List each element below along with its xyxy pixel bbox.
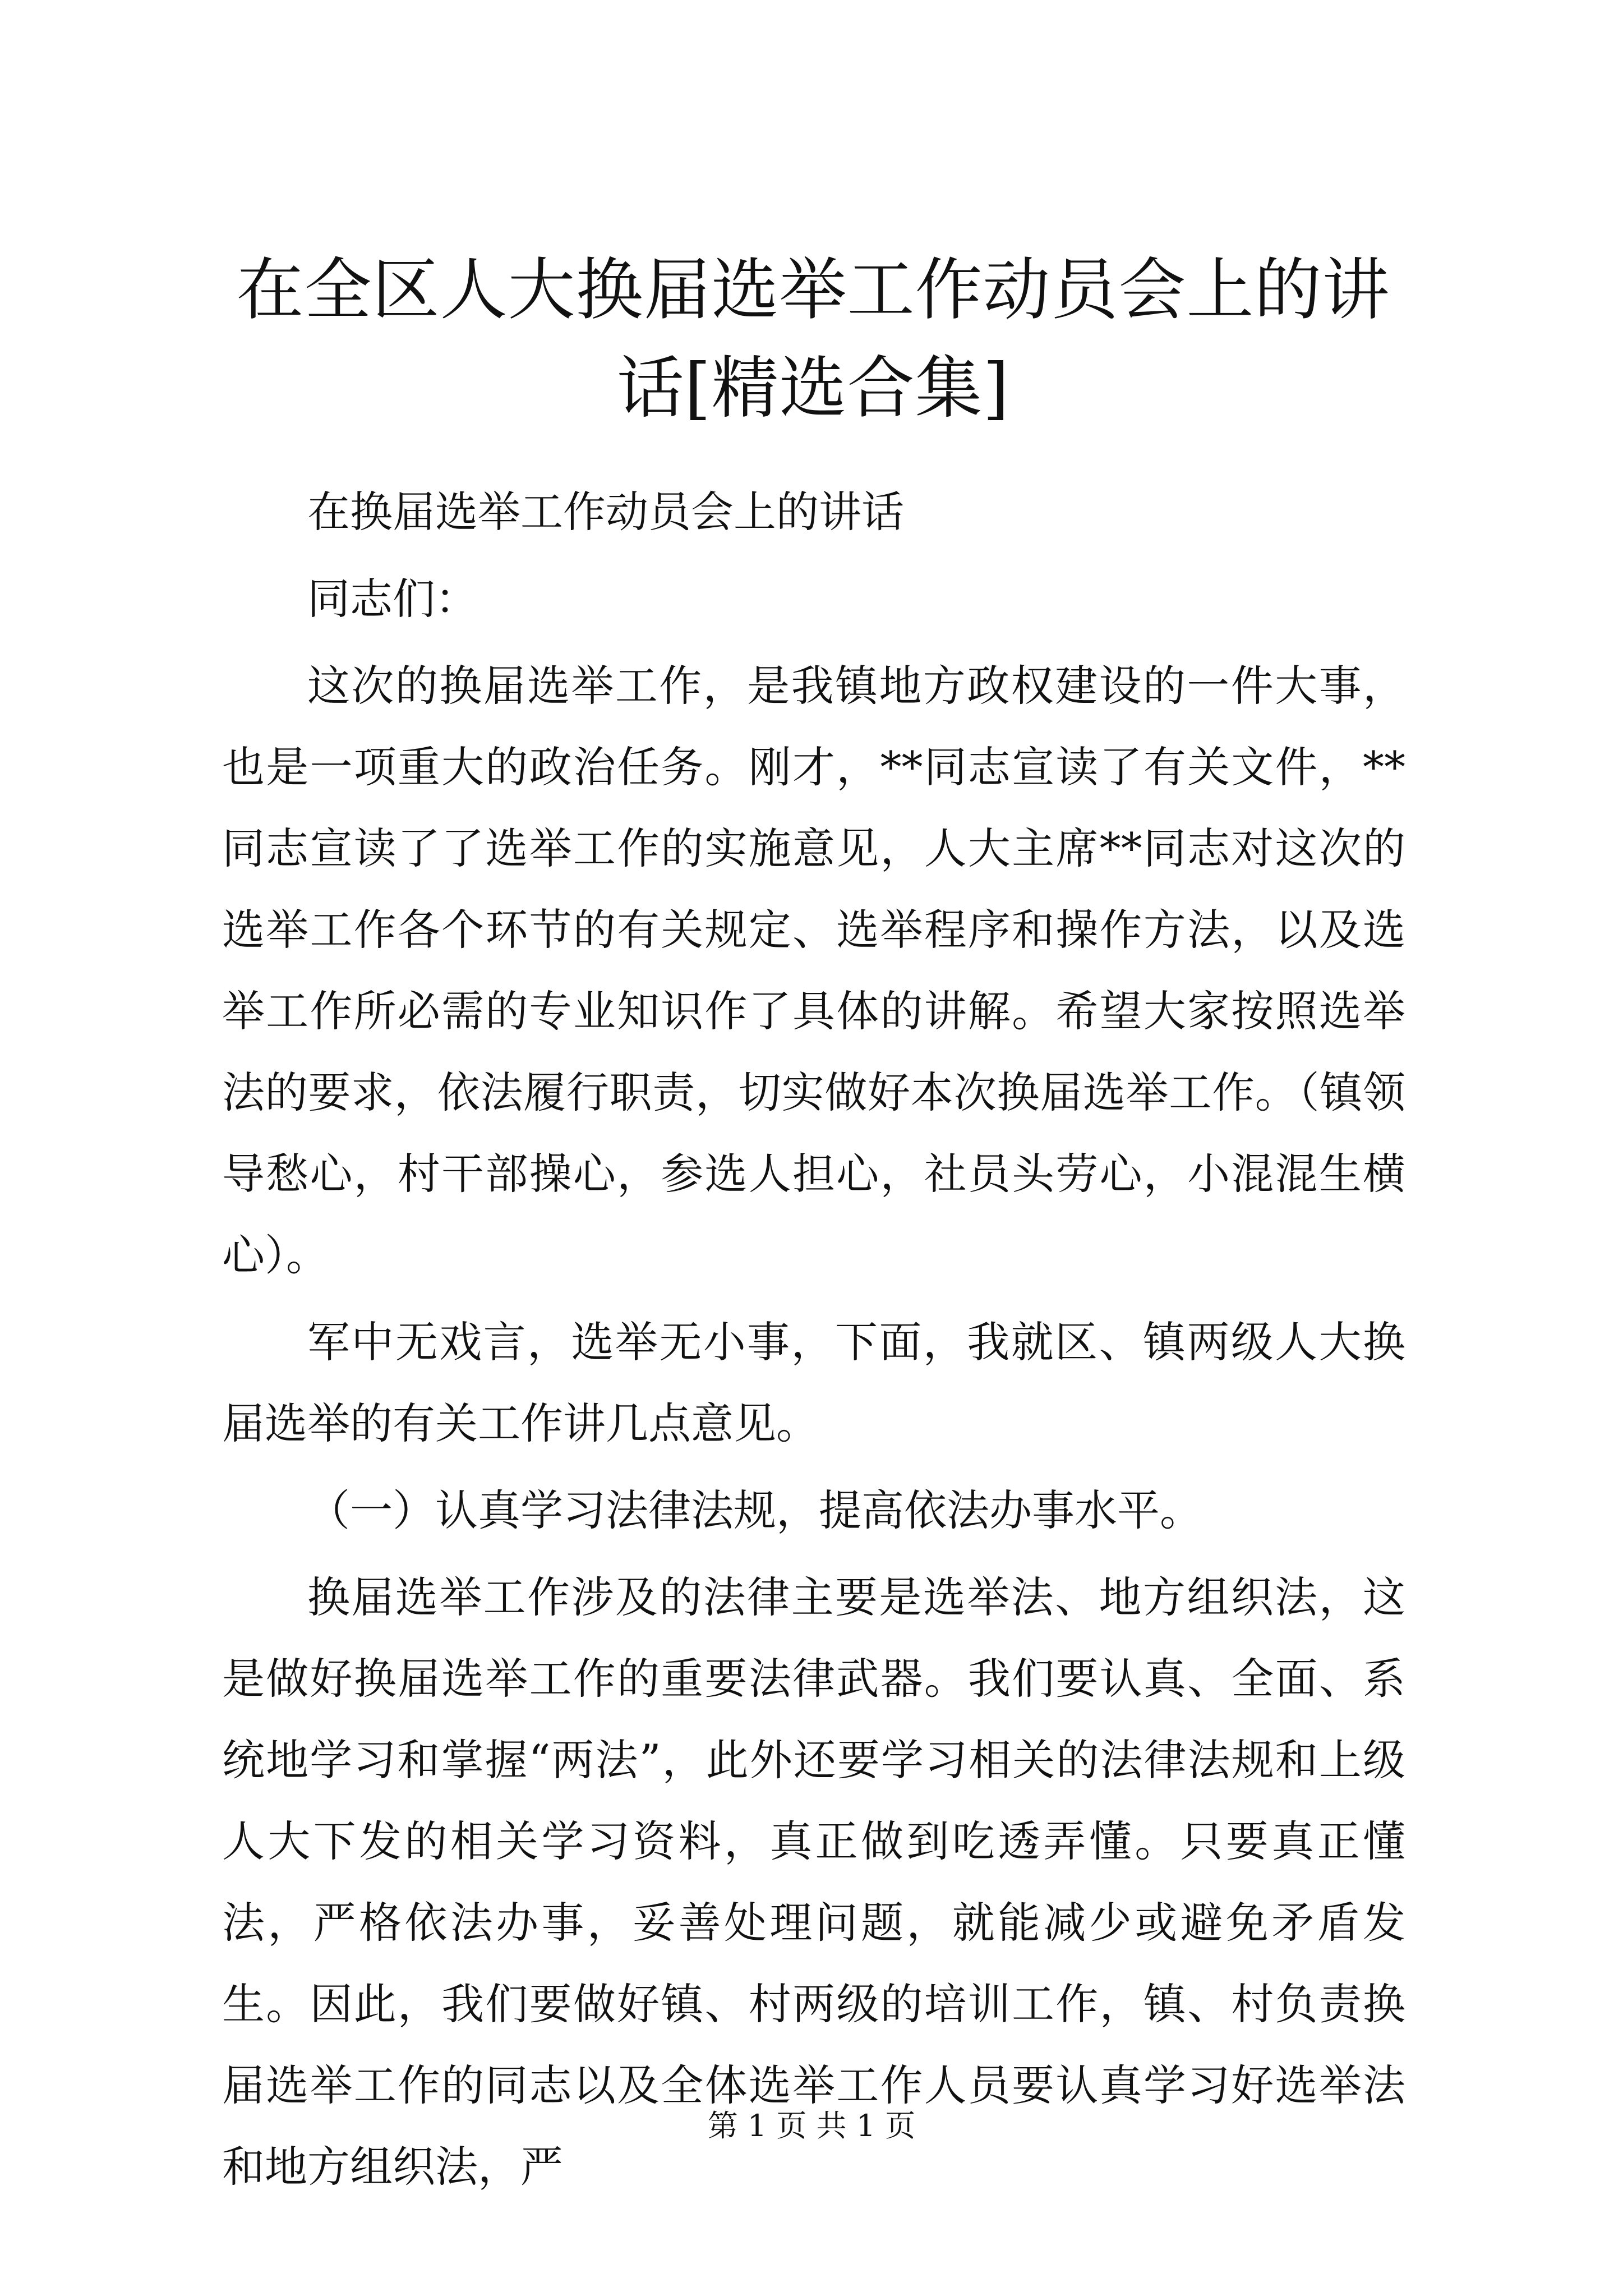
paragraph-intro: 这次的换届选举工作，是我镇地方政权建设的一件大事，也是一项重大的政治任务。刚才，**同志宣读了有关文件，**同志宣读了了选举工作的实施意见，人大主席**同志对这次的选举工作各个环节的有关规定、选举程序和操作方法，以及选举工作所必需的专业知识作了具体的讲解。希望大家按照选举法的要求，依法履行职责，切实做好本次换届选举工作。（镇领导愁心，村干部操心，参选人担心，社员头劳心，小混混生横心）。 — [222, 661, 1405, 1280]
paragraph-section-1: 换届选举工作涉及的法律主要是选举法、地方组织法，这是做好换届选举工作的重要法律武器。我们要认真、全面、系统地学习和掌握“两法”，此外还要学习相关的法律法规和上级人大下发的相关学习资料，真正做到吃透弄懂。只要真正懂法，严格依法办事，妥善处理问题，就能减少或避免矛盾发生。因此，我们要做好镇、村两级的培训工作，镇、村负责换届选举工作的同志以及全体选举工作人员要认真学习好选举法和地方组织法，严 — [222, 1572, 1405, 2192]
speech-heading: 在换届选举工作动员会上的讲话 — [307, 487, 904, 537]
paragraph-transition: 军中无戏言，选举无小事，下面，我就区、镇两级人大换届选举的有关工作讲几点意见。 — [222, 1317, 1405, 1448]
document-title: 在全区人大换届选举工作动员会上的讲话[精选合集] — [236, 251, 1390, 427]
salutation: 同志们： — [307, 574, 478, 624]
section-heading-1: （一）认真学习法律法规，提高依法办事水平。 — [307, 1485, 1202, 1535]
page-number-footer: 第 1 页 共 1 页 — [707, 2108, 916, 2143]
document-body — [222, 471, 1405, 2207]
